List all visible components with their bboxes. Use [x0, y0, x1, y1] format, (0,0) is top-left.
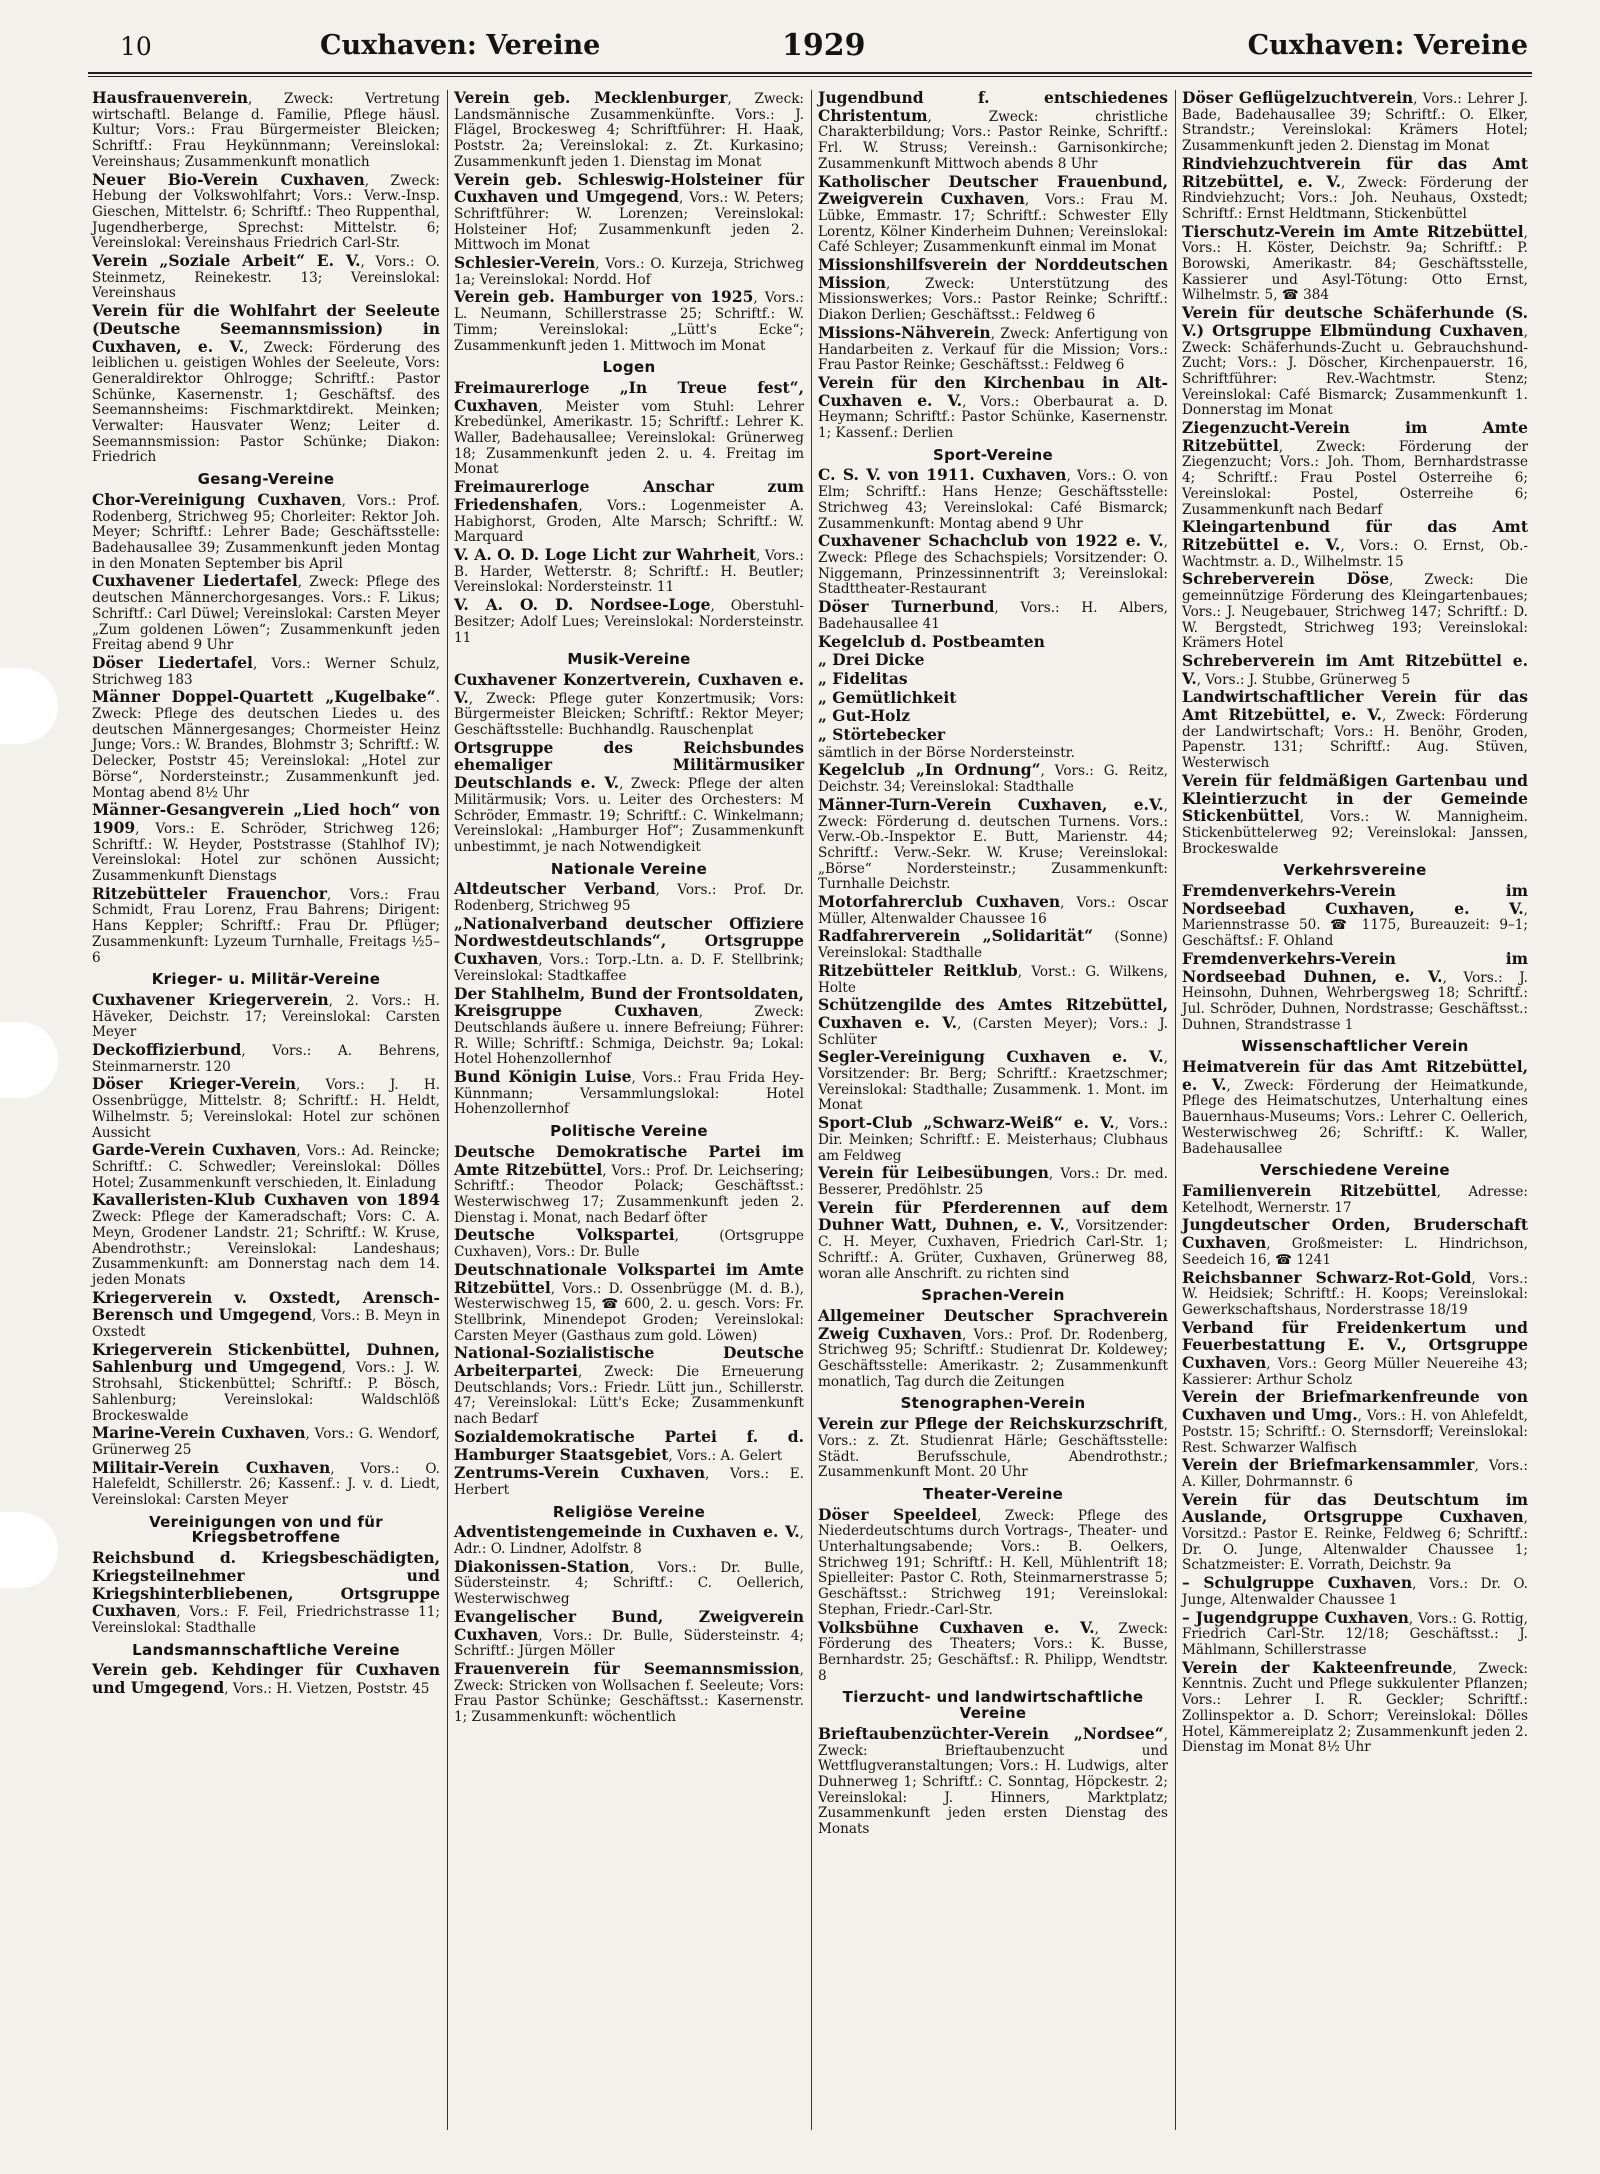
directory-entry: Schlesier-Verein, Vors.: O. Kurzeja, Strichweg 1a; Vereinslokal: Nordd. Hof [454, 253, 804, 288]
directory-entry: Freimaurerloge „In Treue fest“, Cuxhaven, Meister vom Stuhl: Lehrer Krebedünkel, Amerikastr. 15; Schriftf.: Lehrer K. Waller, Badehausallee; Vereinslokal: Grünerweg 18; Zusammenkunft jeden 2. u. 4. Freitag im Monat [454, 377, 804, 478]
section-heading: Politische Vereine [550, 1122, 708, 1141]
directory-entry: Männer Doppel-Quartett „Kugelbake“. Zweck: Pflege des deutschen Liedes u. des deutschen Männergesanges; Chormeister Heinz Junge; Vors.: W. Brandes, Blohmstr 3; Schriftf.: W. Delecker, Poststr 45; Vereinslokal: „Hotel zur Börse“, Nordersteinstr.; Zusammenkunft jed. Montag abend 8½ Uhr [92, 687, 440, 801]
directory-entry: Verein geb. Kehdinger für Cuxhaven und Umgegend, Vors.: H. Vietzen, Poststr. 45 [92, 1660, 440, 1698]
header-rule-thin [88, 76, 1532, 77]
directory-entry: Verein für den Kirchenbau in Alt-Cuxhaven e. V., Vors.: Oberbaurat a. D. Heymann; Schriftf.: Pastor Schünke, Kasernenstr. 1; Kassenf.: Derlien [818, 372, 1168, 442]
directory-entry: Segler-Vereinigung Cuxhaven e. V., Vorsitzender: Br. Berg; Schriftf.: Kraetzschmer; Vereinslokal: Stadthalle; Zusammenk. 1. Mont. im Monat [818, 1047, 1168, 1114]
binder-punch-hole [0, 1512, 58, 1588]
section-heading: Musik-Vereine [567, 650, 691, 669]
directory-entry: Kleingartenbund für das Amt Ritzebüttel e. V., Vors.: O. Ernst, Ob.-Wachtmstr. a. D., Wilhelmstr. 15 [1182, 517, 1528, 570]
directory-entry: Männer-Gesangverein „Lied hoch“ von 1909, Vors.: E. Schröder, Strichweg 126; Schriftf.: W. Heyder, Poststrasse (Stahlhof IV); Vereinslokal: Hotel zur schönen Aussicht; Zusammenkunft Dienstags [92, 800, 440, 885]
section-heading: Theater-Vereine [922, 1484, 1064, 1503]
directory-entry: Brieftaubenzüchter-Verein „Nordsee“, Zweck: Brieftaubenzucht und Wettflugveranstaltungen; Vors.: H. Ludwigs, alter Duhnerweg 1; Schriftf.: C. Sonntag, Höpckestr. 2; Vereinslokal: J. Hinners, Marktplatz; Zusammenkunft jeden ersten Dienstag des Monats [818, 1723, 1168, 1838]
directory-entry: National-Sozialistische Deutsche Arbeiterpartei, Zweck: Die Erneuerung Deutschlands; Vors.: Friedr. Lütt jun., Schillerstr. 47; Vereinslokal: Lütt's Ecke; Zusammenkunft nach Bedarf [454, 1343, 804, 1428]
directory-entry: Ritzebütteler Frauenchor, Vors.: Frau Schmidt, Frau Lorenz, Frau Bahrens; Dirigent: Hans Keppler; Schriftf.: Frau Dr. Pflüger; Zusammenkunft: Lyzeum Turnhalle, Freitags ½5–6 [92, 883, 440, 966]
directory-entry: Bund Königin Luise, Vors.: Frau Frida Hey-Künnmann; Versammlungslokal: Hotel Hohenzollernhof [454, 1067, 804, 1118]
binder-punch-hole [0, 668, 58, 744]
directory-entry: Diakonissen-Station, Vors.: Dr. Bulle, Südersteinstr. 4; Schriftf.: C. Oellerich, Westerwischweg [454, 1556, 804, 1608]
directory-entry: Verein der Briefmarkenfreunde von Cuxhaven und Umg., Vors.: H. von Ahlefeldt, Poststr. 15; Schriftf.: O. Sternsdorff; Vereinslokal: Rest. Schwarzer Walfisch [1182, 1387, 1528, 1456]
directory-entry: Tierschutz-Verein im Amte Ritzebüttel, Vors.: H. Köster, Deichstr. 9a; Schriftf.: P. Borowski, Amerikastr. 84; Geschäftsstelle, Kassierer und Asyl-Tötung: Otto Ernst, Wilhelmstr. 5, ☎ 384 [1182, 221, 1528, 304]
directory-entry: Verein geb. Mecklenburger, Zweck: Landsmännische Zusammenkünfte. Vors.: J. Flägel, Brockesweg 4; Schriftführer: H. Haak, Poststr. 2a; Vereinslokal: z. Zt. Kurkasino; Zusammenkunft jeden 1. Dienstag im Monat [454, 90, 805, 170]
section-heading: Sport-Vereine [933, 445, 1053, 464]
directory-entry: – Schulgruppe Cuxhaven, Vors.: Dr. O. Junge, Altenwalder Chaussee 1 [1182, 1573, 1528, 1608]
directory-entry: „ Gemütlichkeit [818, 687, 957, 707]
directory-entry: Reichsbanner Schwarz-Rot-Gold, Vors.: W. Heidsiek; Schriftf.: H. Koops; Vereinslokal: Gewerkschaftshaus, Norderstrasse 18/19 [1182, 1267, 1528, 1318]
directory-entry: sämtlich in der Börse Nordersteinstr. [818, 744, 1075, 761]
directory-entry: Sport-Club „Schwarz-Weiß“ e. V., Vors.: Dir. Meinken; Schriftf.: E. Meisterhaus; Clubhaus am Feldweg [818, 1113, 1168, 1164]
directory-entry: Freimaurerloge Anschar zum Friedenshafen, Vors.: Logenmeister A. Habighorst, Groden, Alte Marsch; Schriftf.: W. Marquard [454, 477, 804, 546]
directory-entry: Volksbühne Cuxhaven e. V., Zweck: Förderung des Theaters; Vors.: K. Busse, Bernhardstr. 25; Geschäftsf.: R. Philipp, Wendtstr. 8 [818, 1617, 1169, 1684]
directory-entry: Allgemeiner Deutscher Sprachverein Zweig Cuxhaven, Vors.: Prof. Dr. Rodenberg, Strichweg 95; Schriftf.: Studienrat Dr. Koldewey; Geschäftsstelle: Amerikastr. 2; Zusammenkunft monatlich, Tag durch die Zeitungen [818, 1305, 1168, 1390]
directory-entry: „ Drei Dicke [818, 650, 925, 670]
directory-entry: – Jugendgruppe Cuxhaven, Vors.: G. Rottig, Friedrich Carl-Str. 12/18; Geschäftsst.: J. Mählmann, Schillerstrasse [1182, 1607, 1528, 1658]
column-divider [811, 90, 812, 2130]
directory-entry: Missionshilfsverein der Norddeutschen Mission, Zweck: Unterstützung des Missionswerkes; Vors.: Pastor Reinke; Schriftf.: Diakon Derlien; Geschäftsst.: Feldweg 6 [818, 255, 1168, 324]
column-divider [447, 90, 448, 2130]
directory-entry: Landwirtschaftlicher Verein für das Amt Ritzebüttel, e. V., Zweck: Förderung der Landwirtschaft; Vors.: H. Benöhr, Groden, Papenstr. 131; Schriftf.: Aug. Stüven, Westerwisch [1182, 687, 1528, 772]
directory-entry: Jugendbund f. entschiedenes Christentum, Zweck: christliche Charakterbildung; Vors.: Pastor Reinke, Schriftf.: Frl. W. Struss; Vereinsh.: Garnisonkirche; Zusammenkunft Mittwoch abends 8 Uhr [818, 90, 1168, 172]
directory-entry: Kavalleristen-Klub Cuxhaven von 1894 Zweck: Pflege der Kameradschaft; Vors: C. A. Meyn, Grodener Landstr. 21; Schriftf.: W. Kruse, Abendrothstr.; Vereinslokal: Landeshaus; Zusammenkunft: am Donnerstag nach dem 14. jeden Monats [92, 1190, 440, 1288]
directory-entry: Verein für die Wohlfahrt der Seeleute (Deutsche Seemannsmission) in Cuxhaven, e. V., Zweck: Förderung des leiblichen u. geistigen Wohles der Seeleute, Vors: Generaldirektor Ohlrogge; Schriftf.: Pastor Schünke, Kasernenstr. 1; Geschäftsf. des Seemannsheims: Fischmarktdirekt. Meinken; Verwalter: Hausvater Wenz; Leiter d. Seemannsmission: Pastor Schünke; Diakon: Friedrich [92, 301, 440, 466]
section-heading: Religiöse Vereine [552, 1502, 706, 1521]
directory-entry: Altdeutscher Verband, Vors.: Prof. Dr. Rodenberg, Strichweg 95 [454, 879, 804, 915]
directory-entry: Der Stahlhelm, Bund der Frontsoldaten, Kreisgruppe Cuxhaven, Zweck: Deutschlands äußere u. innere Befreiung; Führer: R. Wille; Schriftf.: Schmiga, Deichstr. 9a; Lokal: Hotel Hohenzollernhof [454, 983, 805, 1068]
section-heading: Gesang-Vereine [197, 470, 335, 489]
directory-entry: Hausfrauenverein, Zweck: Vertretung wirtschaftl. Belange d. Familie, Pflege häusl. Kultur; Vors.: Frau Bürgermeister Bleicken; Schriftf.: Frau Heykünnmann; Vereinslokal: Vereinshaus; Zusammenkunft monatlich [92, 90, 440, 170]
directory-entry: Ritzebütteler Reitklub, Vorst.: G. Wilkens, Holte [818, 960, 1168, 996]
directory-entry: Fremdenverkehrs-Verein im Nordseebad Duhnen, e. V., Vors.: J. Heinsohn, Duhnen, Wehrbergsweg 18; Schriftf.: Jul. Schröder, Duhnen, Nordstrasse; Geschäftsst.: Duhnen, Strandstrasse 1 [1182, 948, 1528, 1033]
directory-entry: Frauenverein für Seemannsmission, Zweck: Stricken von Wollsachen f. Seeleute; Vors: Frau Pastor Schünke; Geschäftsst.: Kasernenstr. 1; Zusammenkunft: wöchentlich [454, 1658, 804, 1726]
section-heading: Verkehrsvereine [1283, 861, 1427, 880]
directory-entry: Zentrums-Verein Cuxhaven, Vors.: E. Herbert [454, 1463, 804, 1498]
directory-entry: Verein geb. Hamburger von 1925, Vors.: L. Neumann, Schillerstrasse 25; Schriftf.: W. Timm; Vereinslokal: „Lütt's Ecke“; Zusammenkunft jeden 1. Mittwoch im Monat [454, 287, 804, 354]
directory-entry: Schützengilde des Amtes Ritzebüttel, Cuxhaven e. V., (Carsten Meyer); Vors.: J. Schlüter [818, 995, 1168, 1048]
directory-entry: Kriegerverein v. Oxstedt, Arensch-Berensch und Umgegend, Vors.: B. Meyn in Oxstedt [92, 1287, 440, 1341]
directory-entry: Cuxhavener Kriegerverein, 2. Vors.: H. Häveker, Deichstr. 17; Vereinslokal: Carsten Meyer [92, 989, 441, 1041]
directory-entry: Deutsche Volkspartei, (Ortsgruppe Cuxhaven), Vors.: Dr. Bulle [454, 1225, 804, 1261]
directory-entry: Chor-Vereinigung Cuxhaven, Vors.: Prof. Rodenberg, Strichweg 95; Chorleiter: Rektor Joh. Meyer; Schriftf.: Lehrer Bade; Geschäftsstelle: Badehausallee 39; Zusammenkunft jeden Montag in den Monaten September bis April [92, 489, 440, 572]
directory-entry: Kegelclub „In Ordnung“, Vors.: G. Reitz, Deichstr. 34; Vereinslokal: Stadthalle [818, 760, 1168, 796]
directory-entry: „ Störtebecker [818, 725, 946, 745]
column-3 [814, 90, 1172, 2130]
section-heading: Vereinigungen von und für Kriegsbetroffene [149, 1512, 383, 1547]
header-title-left: Cuxhaven: Vereine [320, 30, 601, 61]
directory-entry: Neuer Bio-Verein Cuxhaven, Zweck: Hebung der Volkswohlfahrt; Vors.: Verw.-Insp. Gieschen, Mittelstr. 6; Schriftf.: Theo Ruppenthal, Jugendherberge, Sprechst: Mittelstr. 6; Vereinslokal: Vereinshaus Friedrich Carl-Str. [92, 169, 440, 252]
directory-entry: Cuxhavener Konzertverein, Cuxhaven e. V., Zweck: Pflege guter Konzertmusik; Vors: Bürgermeister Bleicken; Schriftf.: Rektor Meyer; Geschäftsstelle: Buchhandlg. Rauschenplat [454, 669, 804, 739]
header-year: 1929 [782, 28, 866, 63]
header-title-right: Cuxhaven: Vereine [1247, 30, 1528, 61]
directory-entry: „ Fidelitas [818, 668, 908, 688]
directory-entry: Deutschnationale Volkspartei im Amte Ritzebüttel, Vors.: D. Ossenbrügge (M. d. B.), Westerwischweg 15, ☎ 600, 2. u. gesch. Vors: Fr. Stellbrink, Minendepot Groden; Vereinslokal: Carsten Meyer (Gasthaus zum gold. Löwen) [454, 1259, 804, 1344]
column-4 [1178, 90, 1532, 2130]
directory-entry: Döser Turnerbund, Vors.: H. Albers, Badehausallee 41 [818, 597, 1168, 632]
column-divider [1175, 90, 1176, 2130]
section-heading: Nationale Vereine [550, 859, 708, 878]
directory-entry: Döser Geflügelzuchtverein, Vors.: Lehrer J. Bade, Badehausallee 39; Schriftf.: O. Elker, Strandstr.; Vereinslokal: Krämers Hotel; Zusammenkunft jeden 2. Dienstag im Monat [1182, 90, 1528, 155]
directory-entry: Verein geb. Schleswig-Holsteiner für Cuxhaven und Umgegend, Vors.: W. Peters; Schriftführer: W. Lorenzen; Vereinslokal: Holsteiner Hof; Zusammenkunft jeden 2. Mittwoch im Monat [454, 169, 804, 254]
directory-entry: Rindviehzuchtverein für das Amt Ritzebüttel, e. V., Zweck: Förderung der Rindviehzucht; Vors.: Joh. Neuhaus, Oxstedt; Schriftf.: Ernst Heldtmann, Stickenbüttel [1182, 153, 1528, 222]
header-rule [88, 72, 1532, 74]
binder-punch-hole [0, 1022, 58, 1098]
directory-entry: „ Gut-Holz [818, 706, 911, 726]
directory-entry: Männer-Turn-Verein Cuxhaven, e.V., Zweck: Förderung d. deutschen Turnens. Vors.: Verw.-Ob.-Inspektor E. Butt, Marienstr. 44; Schriftf.: Verw.-Sekr. W. Kruse; Vereinslokal: „Börse“ Nordersteinstr.; Zusammenkunft: Turnhalle Deichstr. [818, 794, 1168, 893]
directory-entry: Katholischer Deutscher Frauenbund, Zweigverein Cuxhaven, Vors.: Frau M. Lübke, Emmastr. 17; Schriftf.: Schwester Elly Lorentz, Kölner Kinderheim Duhnen; Vereinslokal: Café Schleyer; Zusammenkunft einmal im Monat [818, 171, 1168, 256]
directory-columns [88, 90, 1532, 2130]
section-heading: Krieger- u. Militär-Vereine [151, 970, 381, 989]
directory-entry: Schreberverein Döse, Zweck: Die gemeinnützige Förderung des Kleingartenbaues; Vors.: J. Neugebauer, Strichweg 147; Schriftf.: D. W. Bergstedt, Strichweg 193; Vereinslokal: Krämers Hotel [1182, 569, 1528, 652]
directory-entry: Kegelclub d. Postbeamten [818, 631, 1045, 651]
section-heading: Verschiedene Vereine [1260, 1161, 1450, 1180]
directory-entry: Verein der Kakteenfreunde, Zweck: Kenntnis. Zucht und Pflege sukkulenter Pflanzen; Vors.: Lehrer I. R. Geckler; Schriftf.: Zollinspektor a. D. Schorr; Vereinslokal: Dölles Hotel, Kämmereiplatz 2; Zusammenkunft jeden 2. Dienstag im Monat 8½ Uhr [1182, 1657, 1529, 1756]
directory-entry: Kriegerverein Stickenbüttel, Duhnen, Sahlenburg und Umgegend, Vors.: J. W. Strohsahl, Stickenbüttel; Schriftf.: P. Bösch, Sahlenburg; Vereinslokal: Waldschlöß Brockeswalde [92, 1339, 440, 1424]
directory-entry: „Nationalverband deutscher Offiziere Nordwestdeutschlands“, Ortsgruppe Cuxhaven, Vors.: Torp.-Ltn. a. D. F. Stellbrink; Vereinslokal: Stadtkaffee [454, 913, 804, 984]
directory-entry: Döser Speeldeel, Zweck: Pflege des Niederdeutschtums durch Vortrags-, Theater- und Unterhaltungsabende; Vors.: B. Oelkers, Strichweg 191; Schriftf.: H. Kell, Mühlentrift 18; Spielleiter: Pastor C. Roth, Steinmarnerstrasse 5; Geschäftsst.: Strichweg 191; Vereinslokal: Stephan, Friedr.-Carl-Str. [818, 1504, 1168, 1618]
directory-entry: Deckoffizierbund, Vors.: A. Behrens, Steinmarnerstr. 120 [92, 1040, 440, 1075]
directory-entry: Militair-Verein Cuxhaven, Vors.: O. Halefeldt, Schillerstr. 26; Kassenf.: J. v. d. Liedt, Vereinslokal: Carsten Meyer [92, 1457, 440, 1509]
directory-entry: Verein der Briefmarkensammler, Vors.: A. Killer, Dohrmannstr. 6 [1182, 1455, 1528, 1490]
section-heading: Stenographen-Verein [900, 1394, 1086, 1413]
section-heading: Wissenschaftlicher Verein [1241, 1037, 1469, 1056]
directory-entry: Verein für deutsche Schäferhunde (S. V.) Ortsgruppe Elbmündung Cuxhaven, Zweck: Schäferhunds-Zucht u. Gebrauchshund-Zucht; Vors.: J. Döscher, Kirchenpauerstr. 16, Schriftführer: Rev.-Wachtmstr. Stenz; Vereinslokal: Café Bismarck; Zusammenkunft 1. Donnerstag im Monat [1182, 303, 1528, 419]
directory-entry: Familienverein Ritzebüttel, Adresse: Ketelhodt, Wernerstr. 17 [1182, 1181, 1528, 1216]
section-heading: Landsmannschaftliche Vereine [132, 1640, 400, 1659]
directory-entry: Sozialdemokratische Partei f. d. Hamburger Staatsgebiet, Vors.: A. Gelert [454, 1426, 804, 1464]
directory-entry: Döser Liedertafel, Vors.: Werner Schulz, Strichweg 183 [92, 652, 440, 688]
directory-entry: Heimatverein für das Amt Ritzebüttel, e. V., Zweck: Förderung der Heimatkunde, Pflege des Heimatschutzes, Unterhaltung eines Bauernhaus-Museums; Vors.: Lehrer C. Oellerich, Westerwischweg 26; Schriftf.: K. Waller, Badehausallee [1182, 1057, 1528, 1157]
directory-entry: V. A. O. D. Nordsee-Loge, Oberstuhl-Besitzer; Adolf Lues; Vereinslokal: Nordersteinstr. 11 [454, 595, 805, 646]
column-2 [450, 90, 808, 2130]
directory-entry: Döser Krieger-Verein, Vors.: J. H. Ossenbrügge, Mittelstr. 8; Schriftf.: H. Heldt, Wilhelmstr. 5; Vereinslokal: Hotel zur schönen Aussicht [92, 1074, 440, 1141]
section-heading: Logen [602, 358, 656, 377]
directory-entry: Deutsche Demokratische Partei im Amte Ritzebüttel, Vors.: Prof. Dr. Leichsering; Schriftf.: Theodor Polack; Geschäftsst.: Westerwischweg 17; Zusammenkunft jeden 2. Dienstag i. Monat, nach Bedarf öfter [454, 1141, 804, 1226]
directory-entry: Reichsbund d. Kriegsbeschädigten, Kriegsteilnehmer und Kriegshinterbliebenen, Ortsgruppe Cuxhaven, Vors.: F. Feil, Friedrichstrasse 11; Vereinslokal: Stadthalle [92, 1548, 440, 1636]
page-number: 10 [120, 32, 152, 61]
page-header [120, 26, 1540, 70]
directory-entry: Fremdenverkehrs-Verein im Nordseebad Cuxhaven, e. V., Mariennstrasse 50. ☎ 1175, Bureauzeit: 9–1; Geschäftsf.: F. Ohland [1182, 881, 1528, 950]
directory-entry: Schreberverein im Amt Ritzebüttel e. V., Vors.: J. Stubbe, Grünerweg 5 [1182, 650, 1528, 688]
directory-entry: Verein „Soziale Arbeit“ E. V., Vors.: O. Steinmetz, Reinekestr. 13; Vereinslokal: Vereinshaus [92, 251, 440, 302]
directory-entry: Ortsgruppe des Reichsbundes ehemaliger Militärmusiker Deutschlands e. V., Zweck: Pflege der alten Militärmusik; Vors. u. Leiter des Orchesters: M Schröder, Emmastr. 19; Schriftf.: C. Winkelmann; Vereinslokal: „Hamburger Hof“; Zusammenkunft unbestimmt, je nach Notwendigkeit [454, 737, 804, 855]
directory-entry: Adventistengemeinde in Cuxhaven e. V., Adr.: O. Lindner, Adolfstr. 8 [454, 1522, 804, 1558]
directory-entry: Radfahrerverein „Solidarität“ (Sonne) Vereinslokal: Stadthalle [818, 926, 1168, 962]
section-heading: Tierzucht- und landwirtschaftliche Vereine [842, 1688, 1144, 1723]
directory-entry: Marine-Verein Cuxhaven, Vors.: G. Wendorf, Grünerweg 25 [92, 1423, 440, 1458]
directory-entry: V. A. O. D. Loge Licht zur Wahrheit, Vors.: B. Harder, Wetterstr. 8; Schriftf.: H. Beutler; Vereinslokal: Nordersteinstr. 11 [454, 544, 804, 596]
directory-entry: Cuxhavener Schachclub von 1922 e. V., Zweck: Pflege des Schachspiels; Vorsitzender: O. Niggemann, Prinzessinnentrift 3; Vereinslokal: Stadttheater-Restaurant [818, 531, 1168, 598]
directory-entry: Verein für feldmäßigen Gartenbau und Kleintierzucht in der Gemeinde Stickenbüttel, Vors.: W. Mannigheim. Stickenbüttelerweg 92; Vereinslokal: Janssen, Brockeswalde [1182, 770, 1528, 857]
directory-entry: Motorfahrerclub Cuxhaven, Vors.: Oscar Müller, Altenwalder Chaussee 16 [818, 892, 1168, 927]
directory-entry: Cuxhavener Liedertafel, Zweck: Pflege des deutschen Männerchorgesanges. Vors.: F. Likus; Schriftf.: Carl Düwel; Vereinslokal: Carsten Meyer „Zum goldenen Löwen“; Zusammenkunft jeden Freitag abend 9 Uhr [92, 571, 440, 654]
directory-entry: Verein zur Pflege der Reichskurzschrift, Vors.: z. Zt. Studienrat Härle; Geschäftsstelle: Städt. Berufsschule, Abendrothstr.; Zusammenkunft Mont. 20 Uhr [818, 1414, 1168, 1481]
directory-entry: Verein für das Deutschtum im Auslande, Ortsgruppe Cuxhaven, Vorsitzd.: Pastor E. Reinke, Feldweg 6; Schriftf.: Dr. O. Junge, Altenwalder Chaussee 1; Schatzmeister: E. Vorrath, Deichstr. 9a [1182, 1489, 1528, 1574]
section-heading: Sprachen-Verein [921, 1286, 1065, 1305]
directory-entry: Garde-Verein Cuxhaven, Vors.: Ad. Reincke; Schriftf.: C. Schwedler; Vereinslokal: Dölles Hotel; Zusammenkunft verschieden, lt. Einladung [92, 1140, 440, 1191]
directory-entry: Missions-Nähverein, Zweck: Anfertigung von Handarbeiten z. Verkauf für die Mission; Vors.: Frau Pastor Reinke; Geschäftsst.: Feldweg 6 [818, 322, 1168, 374]
directory-entry: Verein für Leibesübungen, Vors.: Dr. med. Besserer, Predöhlstr. 25 [818, 1163, 1168, 1198]
directory-entry: Evangelischer Bund, Zweigverein Cuxhaven, Vors.: Dr. Bulle, Südersteinstr. 4; Schriftf.: Jürgen Möller [454, 1606, 804, 1660]
directory-entry: Verband für Freidenkertum und Feuerbestattung E. V., Ortsgruppe Cuxhaven, Vors.: Georg Müller Neuereihe 43; Kassierer: Arthur Scholz [1182, 1317, 1528, 1388]
directory-entry: Jungdeutscher Orden, Bruderschaft Cuxhaven, Großmeister: L. Hindrichson, Seedeich 16, ☎ 1241 [1182, 1215, 1528, 1268]
column-1 [88, 90, 444, 2130]
directory-entry: C. S. V. von 1911. Cuxhaven, Vors.: O. von Elm; Schriftf.: Hans Henze; Geschäftsstelle: Strichweg 43; Vereinslokal: Café Bismarck; Zusammenkunft: Montag abend 9 Uhr [818, 465, 1169, 532]
directory-entry: Ziegenzucht-Verein im Amte Ritzebüttel, Zweck: Förderung der Ziegenzucht; Vors.: Joh. Thom, Bernhardstrasse 4; Schriftf.: Frau Postel Osterreihe 6; Vereinslokal: Postel, Osterreihe 6; Zusammenkunft nach Bedarf [1182, 418, 1528, 518]
directory-entry: Verein für Pferderennen auf dem Duhner Watt, Duhnen, e. V., Vorsitzender: C. H. Meyer, Cuxhaven, Friedrich Carl-Str. 1; Schriftf.: A. Grüter, Cuxhaven, Grünerweg 88, woran alle Anschrift. zu richten sind [818, 1197, 1168, 1282]
